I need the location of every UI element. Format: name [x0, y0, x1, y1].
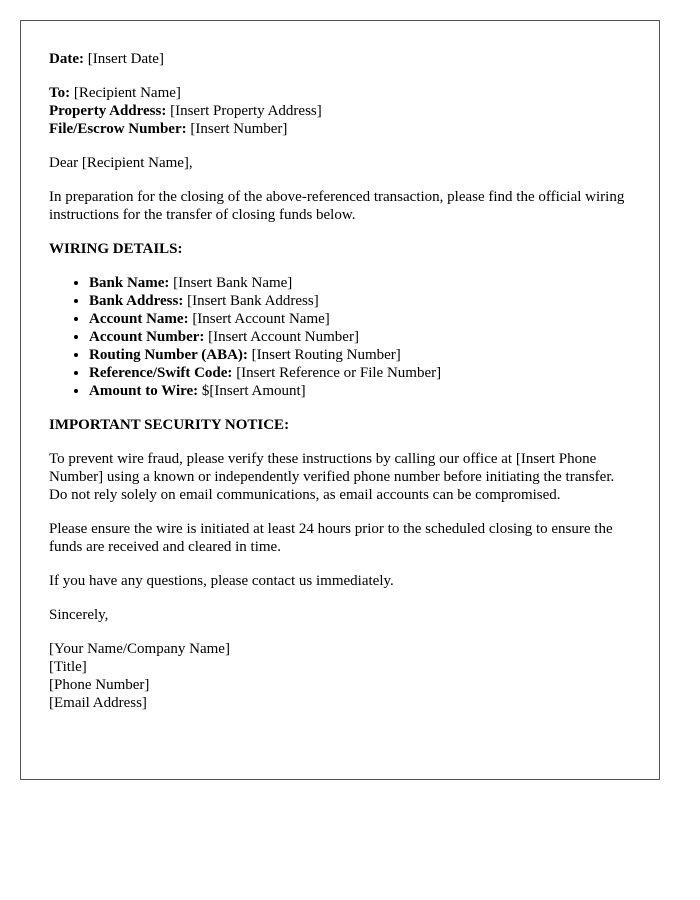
signature-title: [Title]: [49, 659, 87, 675]
file-label: File/Escrow Number:: [49, 121, 187, 137]
property-label: Property Address:: [49, 103, 167, 119]
intro-paragraph: In preparation for the closing of the above-referenced transaction, please find the official wiring instructions for the transfer of closing funds below.: [49, 189, 625, 223]
questions-paragraph: If you have any questions, please contact us immediately.: [49, 573, 394, 589]
date-value: [Insert Date]: [83, 51, 164, 67]
list-item: [89, 382, 631, 400]
list-item: [89, 292, 631, 310]
list-item: [89, 310, 631, 328]
list-item: [89, 364, 631, 382]
list-item: [89, 328, 631, 346]
timing-paragraph: Please ensure the wire is initiated at least 24 hours prior to the scheduled closing to ensure the funds are received and cleared in time.: [49, 521, 613, 555]
list-item: [89, 346, 631, 364]
item-label: Amount to Wire:: [89, 383, 199, 399]
item-label: Bank Name:: [89, 275, 170, 291]
to-value: [Recipient Name]: [70, 85, 181, 101]
date-label: Date:: [49, 51, 84, 67]
item-value: [Insert Bank Address]: [183, 293, 319, 309]
item-label: Routing Number (ABA):: [89, 347, 248, 363]
salutation: Dear [Recipient Name],: [49, 155, 193, 171]
security-heading: [49, 416, 631, 434]
item-label: Bank Address:: [89, 293, 184, 309]
signature-block: [49, 640, 631, 712]
date-line: [49, 50, 631, 68]
property-line: [49, 102, 631, 120]
list-item: [89, 274, 631, 292]
signature-phone: [Phone Number]: [49, 677, 150, 693]
security-heading-text: IMPORTANT SECURITY NOTICE:: [49, 417, 290, 433]
property-value: [Insert Property Address]: [166, 103, 322, 119]
wiring-details-list: [49, 274, 631, 400]
wiring-heading-text: WIRING DETAILS:: [49, 241, 183, 257]
item-value: [Insert Bank Name]: [169, 275, 293, 291]
closing: Sincerely,: [49, 607, 109, 623]
signature-name: [Your Name/Company Name]: [49, 641, 230, 657]
to-line: [49, 84, 631, 102]
file-value: [Insert Number]: [186, 121, 288, 137]
recipient-block: [49, 84, 631, 138]
file-line: [49, 120, 631, 138]
letter-document: [20, 20, 660, 780]
item-value: [Insert Reference or File Number]: [232, 365, 442, 381]
item-label: Account Number:: [89, 329, 205, 345]
item-label: Reference/Swift Code:: [89, 365, 233, 381]
item-value: $[Insert Amount]: [198, 383, 306, 399]
to-label: To:: [49, 85, 71, 101]
signature-email: [Email Address]: [49, 695, 147, 711]
item-value: [Insert Routing Number]: [247, 347, 401, 363]
item-label: Account Name:: [89, 311, 189, 327]
wiring-heading: [49, 240, 631, 258]
item-value: [Insert Account Name]: [188, 311, 330, 327]
item-value: [Insert Account Number]: [204, 329, 359, 345]
security-paragraph: To prevent wire fraud, please verify these instructions by calling our office at [Insert Phone Number] using a known or independently verified phone number before initiating the transfer. Do not rely solely on email communications, as email accounts can be compromised.: [49, 451, 615, 503]
